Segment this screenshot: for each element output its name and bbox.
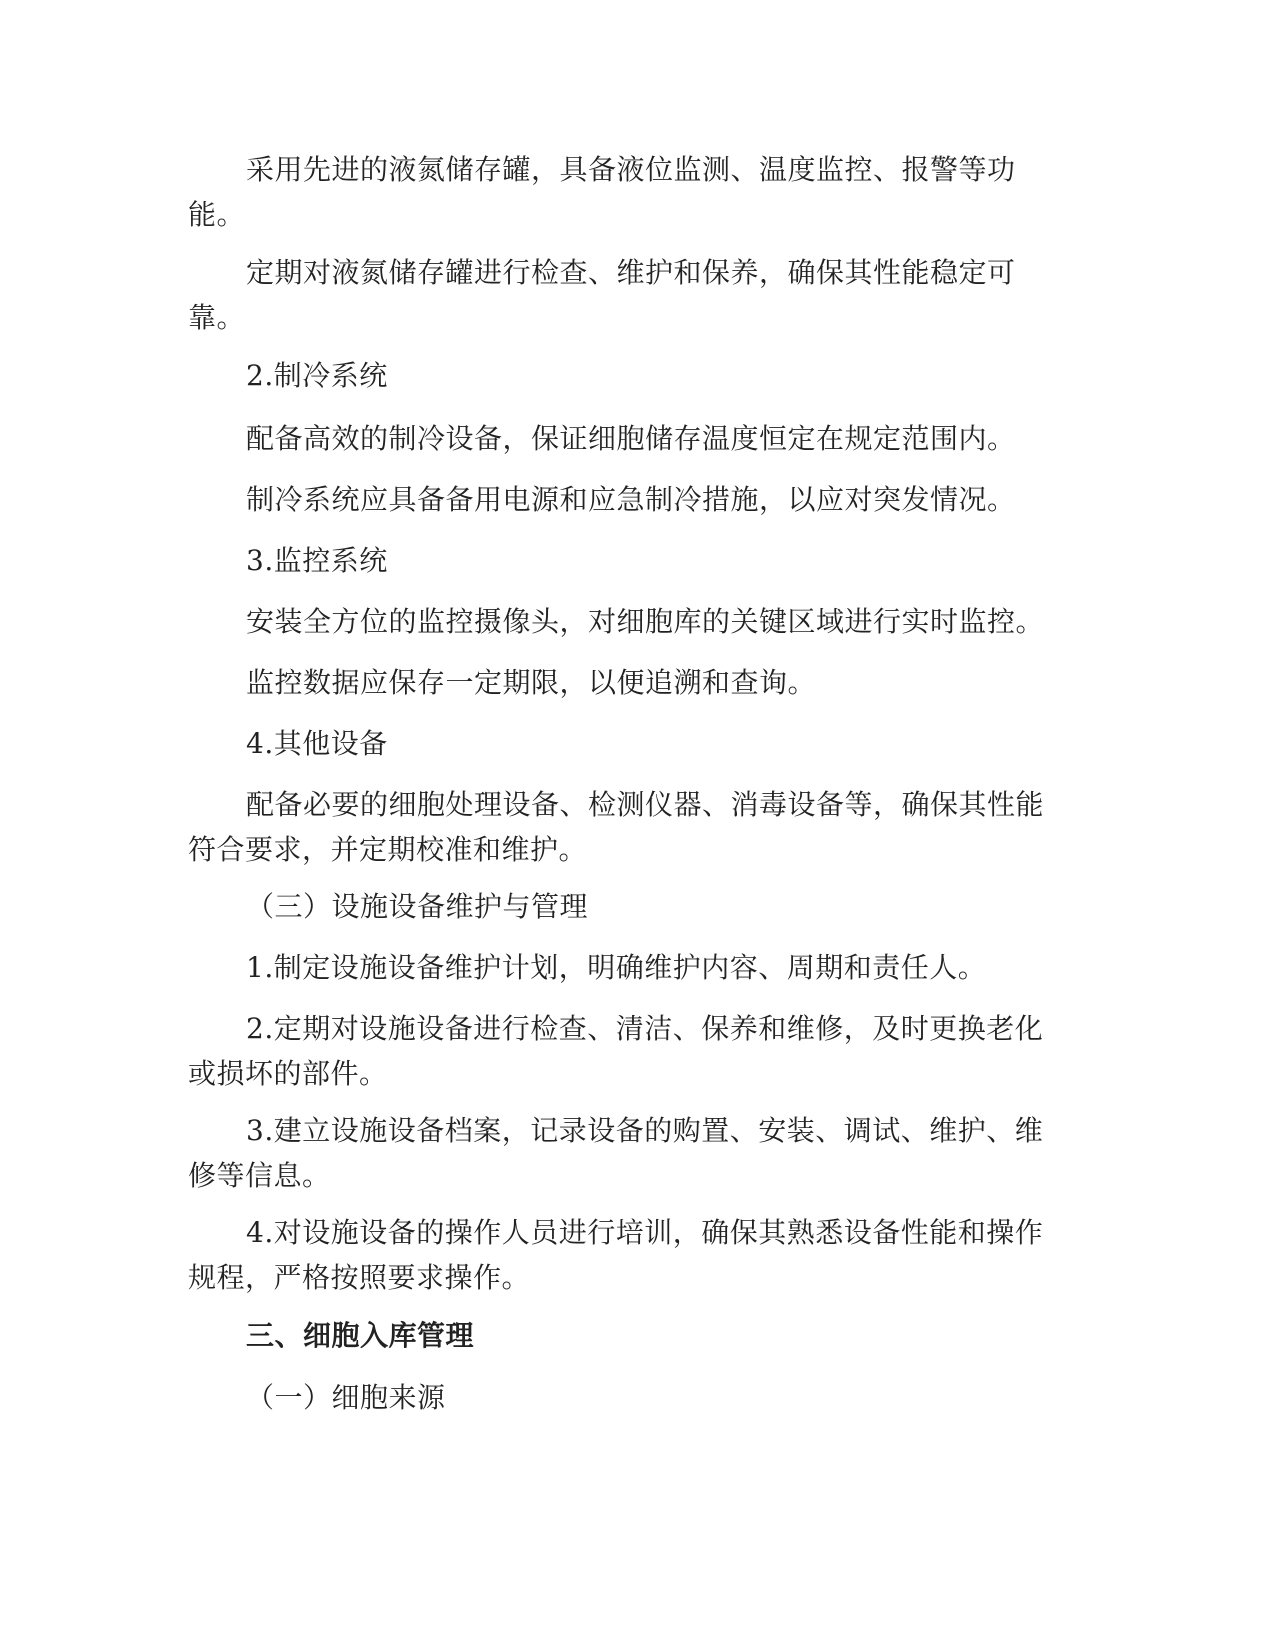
chapter-heading: 三、细胞入库管理 [246, 1319, 475, 1352]
section-heading: （三）设施设备维护与管理 [246, 890, 589, 923]
paragraph: 配备必要的细胞处理设备、检测仪器、消毒设备等，确保其性能符合要求，并定期校准和维护。 [188, 788, 1045, 866]
paragraph: 安装全方位的监控摄像头，对细胞库的关键区域进行实时监控。 [246, 605, 1045, 638]
paragraph: 3.建立设施设备档案，记录设备的购置、安装、调试、维护、维修等信息。 [188, 1114, 1044, 1192]
paragraph: 4.对设施设备的操作人员进行培训，确保其熟悉设备性能和操作规程，严格按照要求操作。 [188, 1216, 1044, 1294]
paragraph: 配备高效的制冷设备，保证细胞储存温度恒定在规定范围内。 [246, 422, 1016, 455]
section-heading: 3.监控系统 [246, 544, 388, 577]
paragraph: 1.制定设施设备维护计划，明确维护内容、周期和责任人。 [246, 951, 987, 984]
section-heading: 4.其他设备 [246, 727, 388, 760]
section-heading: （一）细胞来源 [246, 1381, 446, 1414]
paragraph: 制冷系统应具备备用电源和应急制冷措施，以应对突发情况。 [246, 483, 1016, 516]
section-heading: 2.制冷系统 [246, 359, 388, 392]
paragraph: 定期对液氮储存罐进行检查、维护和保养，确保其性能稳定可靠。 [188, 256, 1016, 334]
paragraph: 监控数据应保存一定期限，以便追溯和查询。 [246, 666, 817, 699]
paragraph: 2.定期对设施设备进行检查、清洁、保养和维修，及时更换老化或损坏的部件。 [188, 1012, 1044, 1090]
paragraph: 采用先进的液氮储存罐，具备液位监测、温度监控、报警等功能。 [188, 153, 1016, 231]
